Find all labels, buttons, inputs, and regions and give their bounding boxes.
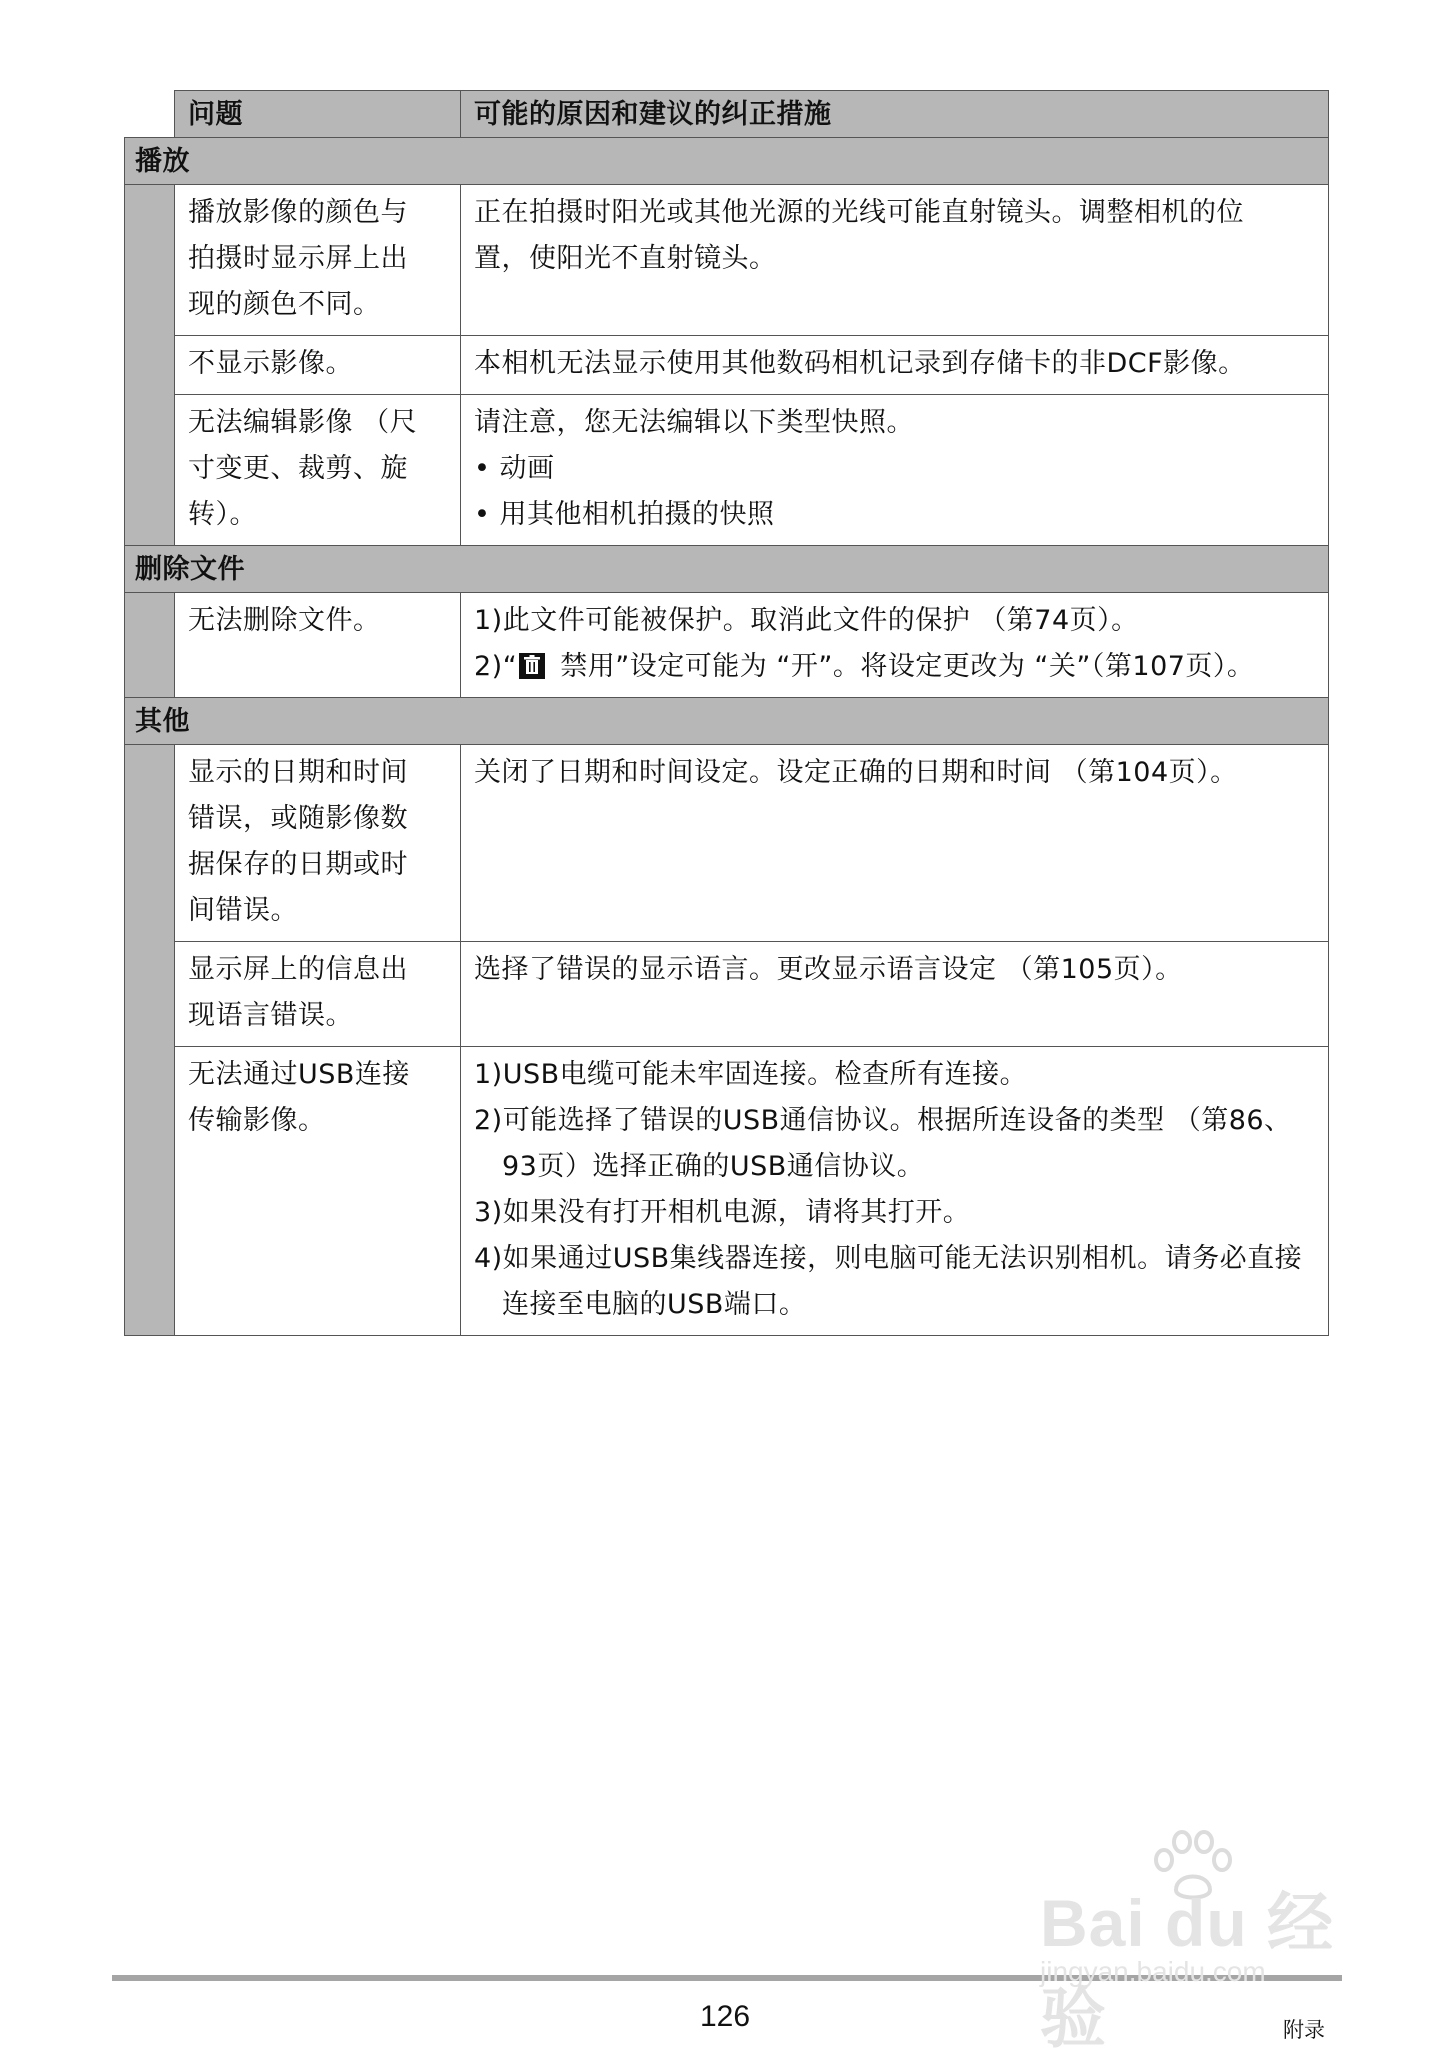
- problem-cell: [175, 593, 461, 698]
- cause-cell: [461, 1047, 1329, 1336]
- cause-text: 选择了错误的显示语言。更改显示语言设定 （第105页）。: [474, 954, 1183, 985]
- problem-text: 转）。: [188, 499, 257, 530]
- problem-cell: [175, 942, 461, 1047]
- bullet-item: • 用其他相机拍摄的快照: [474, 499, 775, 530]
- cause-text: 请注意，您无法编辑以下类型快照。: [474, 407, 914, 438]
- cause-cell: [461, 745, 1329, 942]
- table-row: [125, 1047, 1329, 1336]
- problem-text: 错误，或随影像数: [188, 803, 408, 834]
- problem-text: 显示屏上的信息出: [188, 954, 408, 985]
- problem-text: 播放影像的颜色与: [188, 197, 408, 228]
- cause-text: 置，使阳光不直射镜头。: [474, 243, 777, 274]
- problem-text: 寸变更、裁剪、旋: [188, 453, 408, 484]
- numbered-item: 4)如果通过USB集线器连接，则电脑可能无法识别相机。请务必直接连接至电脑的USB端口。: [474, 1243, 1303, 1320]
- problem-cell: [175, 745, 461, 942]
- cause-text: 本相机无法显示使用其他数码相机记录到存储卡的非DCF影像。: [474, 348, 1246, 379]
- table-header-row: [125, 91, 1329, 138]
- paw-logo-icon: [1150, 1830, 1236, 1900]
- watermark-text: Bai du 经验: [1040, 1886, 1335, 2055]
- section-row: [125, 138, 1329, 185]
- table-row: [125, 942, 1329, 1047]
- cause-cell: [461, 336, 1329, 395]
- bullet-item: • 动画: [474, 453, 555, 484]
- problem-text: 现的颜色不同。: [188, 289, 381, 320]
- problem-text: 现语言错误。: [188, 1000, 353, 1031]
- section-side-band: [125, 185, 175, 546]
- cause-cell: [461, 593, 1329, 698]
- table-row: [125, 593, 1329, 698]
- problem-text: 无法删除文件。: [188, 605, 381, 636]
- header-problem: 问题: [175, 91, 461, 138]
- problem-text: 无法通过USB连接: [188, 1059, 410, 1090]
- numbered-item: [474, 644, 1316, 690]
- section-row: [125, 698, 1329, 745]
- problem-text: 传输影像。: [188, 1105, 326, 1136]
- problem-text: 拍摄时显示屏上出: [188, 243, 408, 274]
- problem-cell: [175, 336, 461, 395]
- problem-text: 间错误。: [188, 895, 298, 926]
- numbered-prefix: 2)“: [474, 651, 518, 682]
- section-title: 播放: [125, 138, 1329, 185]
- section-title: 其他: [125, 698, 1329, 745]
- cause-text: 关闭了日期和时间设定。设定正确的日期和时间 （第104页）。: [474, 757, 1238, 788]
- header-cause: 可能的原因和建议的纠正措施: [461, 91, 1329, 138]
- troubleshooting-table: [124, 90, 1329, 1336]
- section-side-band: [125, 593, 175, 698]
- numbered-item: 3)如果没有打开相机电源，请将其打开。: [474, 1197, 971, 1228]
- cause-cell: [461, 185, 1329, 336]
- problem-text: 无法编辑影像 （尺: [188, 407, 418, 438]
- problem-cell: [175, 1047, 461, 1336]
- numbered-suffix: 禁用”设定可能为 “开”。将设定更改为 “关”（第107页）。: [551, 651, 1255, 682]
- cause-cell: [461, 942, 1329, 1047]
- section-side-band: [125, 745, 175, 1336]
- page-number: 126: [700, 2000, 751, 2033]
- section-title: 删除文件: [125, 546, 1329, 593]
- table-row: [125, 336, 1329, 395]
- problem-text: 显示的日期和时间: [188, 757, 408, 788]
- table-row: [125, 395, 1329, 546]
- trash-icon: [519, 653, 545, 679]
- numbered-item: 1)USB电缆可能未牢固连接。检查所有连接。: [474, 1059, 1028, 1090]
- watermark-url: jingyan.baidu.com: [1040, 1956, 1266, 1987]
- numbered-item: 1)此文件可能被保护。取消此文件的保护 （第74页）。: [474, 605, 1139, 636]
- problem-text: 据保存的日期或时: [188, 849, 408, 880]
- problem-cell: [175, 395, 461, 546]
- problem-cell: [175, 185, 461, 336]
- footer-section-label: 附录: [1283, 2018, 1325, 2042]
- section-row: [125, 546, 1329, 593]
- problem-text: 不显示影像。: [188, 348, 353, 379]
- footer-rule: [112, 1975, 1342, 1981]
- cause-text: 正在拍摄时阳光或其他光源的光线可能直射镜头。调整相机的位: [474, 197, 1244, 228]
- table-row: [125, 185, 1329, 336]
- numbered-item: 2)可能选择了错误的USB通信协议。根据所连设备的类型 （第86、93页）选择正确的USB通信协议。: [474, 1105, 1292, 1182]
- table-row: [125, 745, 1329, 942]
- cause-cell: [461, 395, 1329, 546]
